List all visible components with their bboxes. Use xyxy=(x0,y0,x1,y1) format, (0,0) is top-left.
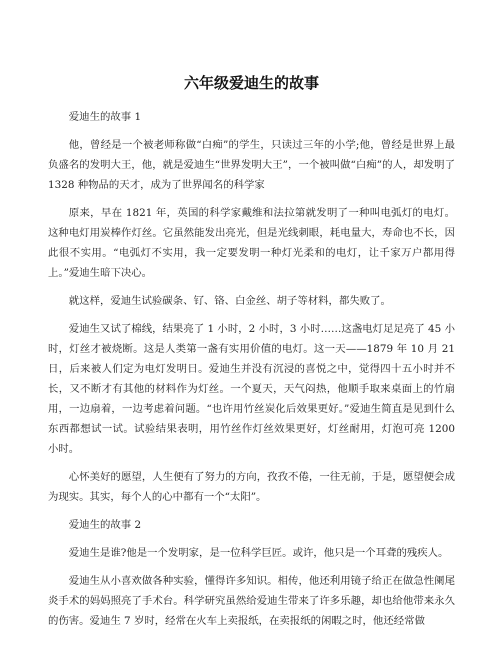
document-title: 六年级爱迪生的故事 xyxy=(183,74,319,92)
paragraph: 爱迪生是谁?他是一个发明家，是一位科学巨匠。或许，他只是一个耳聋的残疾人。 xyxy=(68,547,449,559)
paragraph: 爱迪生从小喜欢做各种实验，懂得许多知识。相传，他还利用镜子给正在做急性阑尾炎手术的妈妈照亮了手术台。科学研究虽然给爱迪生带来了许多乐趣，却也给他带来永久的伤害。爱迪生 7 岁时，经常在火车上卖报纸，在卖报纸的闲暇之时，他还经常做 xyxy=(48,575,455,627)
paragraph: 爱迪生又试了棉线，结果亮了 1 小时，2 小时，3 小时……这盏电灯足足亮了 45 小时，灯丝才被烧断。这是人类第一盏有实用价值的电灯。这一天——1879 年 10 月 21 日，后来被人们定为电灯发明日。爱迪生并没有沉浸的喜悦之中，觉得四十五小时并不长，又不断才有其他的材料作为灯丝。一个夏天，天气闷热，他顺手取来桌面上的竹扇用，一边扇着，一边考虑着问题。“也许用竹丝炭化后效果更好。”爱迪生简直是见到什么东西都想试一试。试验结果表明，用竹丝作灯丝效果更好，灯丝耐用，灯泡可亮 1200 小时。 xyxy=(48,323,455,455)
story-1-heading: 爱迪生的故事 1 xyxy=(68,111,142,123)
paragraph: 心怀美好的愿望，人生便有了努力的方向，孜孜不倦，一往无前，于是，愿望便会成为现实。其实，每个人的心中都有一个“太阳”。 xyxy=(48,471,455,503)
paragraph: 就这样，爱迪生试验碳条、钌、铬、白金丝、胡子等材料，都失败了。 xyxy=(68,295,391,307)
paragraph: 他，曾经是一个被老师称做“白痴”的学生，只读过三年的小学;他，曾经是世界上最负盛名的发明大王，他，就是爱迪生“世界发明大王”，一个被叫做“白痴”的人，却发明了 1328 种物品的天才，成为了世界闻名的科学家 xyxy=(48,139,455,191)
story-2-heading: 爱迪生的故事 2 xyxy=(68,519,142,531)
paragraph: 原来，早在 1821 年，英国的科学家戴维和法拉第就发明了一种叫电弧灯的电灯。这种电灯用炭棒作灯丝。它虽然能发出亮光，但是光线刺眼，耗电量大，寿命也不长，因此很不实用。“电弧灯不实用，我一定要发明一种灯光柔和的电灯，让千家万户都用得上。”爱迪生暗下决心。 xyxy=(48,207,455,279)
